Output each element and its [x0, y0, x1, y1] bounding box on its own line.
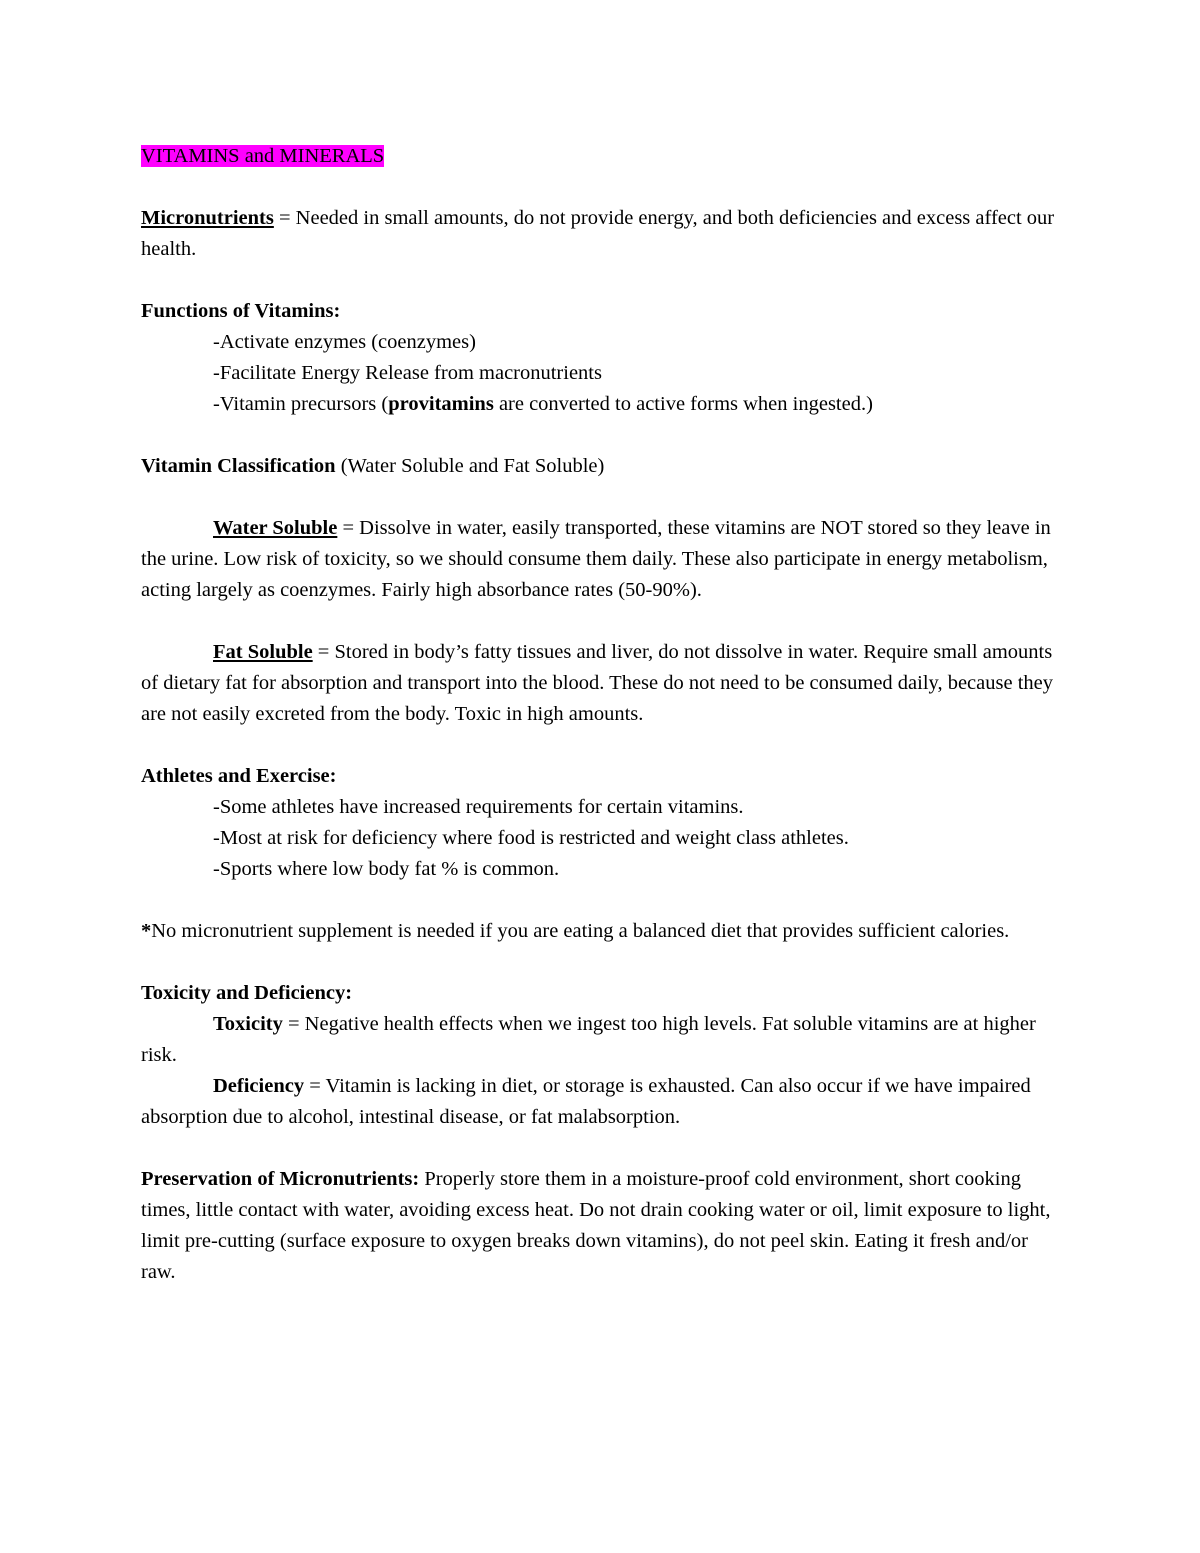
toxicity-term: Toxicity	[213, 1013, 283, 1035]
water-soluble-definition: = Dissolve in water, easily transported, these vitamins are NOT stored so they leave in the urine. Low risk of toxicity, so we should consume them daily. These also participate in energy metabolism, acting largely as coenzymes. Fairly high absorbance rates (50-90%).	[141, 517, 1051, 601]
athletes-heading	[141, 761, 1061, 792]
toxicity-paragraph	[141, 1009, 1061, 1071]
fat-soluble-paragraph	[141, 637, 1061, 730]
water-soluble-paragraph	[141, 513, 1061, 606]
toxicity-deficiency-heading	[141, 978, 1061, 1009]
fat-soluble-term: Fat Soluble	[213, 641, 313, 663]
functions-item-3-pre: -Vitamin precursors (	[213, 393, 389, 415]
functions-heading-text: Functions of Vitamins:	[141, 300, 341, 322]
preservation-text: Properly store them in a moisture-proof cold environment, short cooking times, little contact with water, avoiding excess heat. Do not drain cooking water or oil, limit exposure to light, limit pre-cutting (surface exposure to oxygen breaks down vitamins), do not peel skin. Eating it fresh and/or raw.	[141, 1168, 1051, 1283]
document-body	[141, 141, 1061, 1288]
toxicity-deficiency-heading-text: Toxicity and Deficiency:	[141, 982, 353, 1004]
classification-heading	[141, 451, 1061, 482]
micronutrients-definition: = Needed in small amounts, do not provide energy, and both deficiencies and excess affect our health.	[141, 207, 1055, 260]
document-title: VITAMINS and MINERALS	[141, 145, 385, 167]
provitamins-term: provitamins	[388, 393, 494, 415]
athletes-heading-text: Athletes and Exercise:	[141, 765, 337, 787]
preservation-heading: Preservation of Micronutrients:	[141, 1168, 420, 1190]
preservation-paragraph	[141, 1164, 1061, 1288]
fat-soluble-definition: = Stored in body’s fatty tissues and liver, do not dissolve in water. Require small amounts of dietary fat for absorption and transport into the blood. These do not need to be consumed daily, because they are not easily excreted from the body. Toxic in high amounts.	[141, 641, 1053, 725]
toxicity-definition: = Negative health effects when we ingest too high levels. Fat soluble vitamins are at higher risk.	[141, 1013, 1036, 1066]
functions-item-2: -Facilitate Energy Release from macronutrients	[213, 362, 602, 384]
classification-heading-text: Vitamin Classification	[141, 455, 336, 477]
note-asterisk: *	[141, 920, 152, 942]
deficiency-paragraph	[141, 1071, 1061, 1133]
micronutrients-paragraph	[141, 203, 1061, 265]
micronutrients-term: Micronutrients	[141, 207, 274, 229]
functions-item-3-post: are converted to active forms when ingested.)	[493, 393, 873, 415]
note-text: No micronutrient supplement is needed if you are eating a balanced diet that provides sufficient calories.	[151, 920, 1010, 942]
deficiency-term: Deficiency	[213, 1075, 305, 1097]
athletes-item-3: -Sports where low body fat % is common.	[213, 858, 560, 880]
functions-item-1: -Activate enzymes (coenzymes)	[213, 331, 476, 353]
water-soluble-term: Water Soluble	[213, 517, 338, 539]
athletes-item-2: -Most at risk for deficiency where food is restricted and weight class athletes.	[213, 827, 849, 849]
supplement-note	[141, 916, 1061, 947]
title-line	[141, 141, 1061, 172]
deficiency-definition: = Vitamin is lacking in diet, or storage is exhausted. Can also occur if we have impaired absorption due to alcohol, intestinal disease, or fat malabsorption.	[141, 1075, 1031, 1128]
functions-heading	[141, 296, 1061, 327]
classification-rest: (Water Soluble and Fat Soluble)	[335, 455, 605, 477]
athletes-item-1: -Some athletes have increased requirements for certain vitamins.	[213, 796, 744, 818]
functions-item-3	[141, 389, 1061, 420]
